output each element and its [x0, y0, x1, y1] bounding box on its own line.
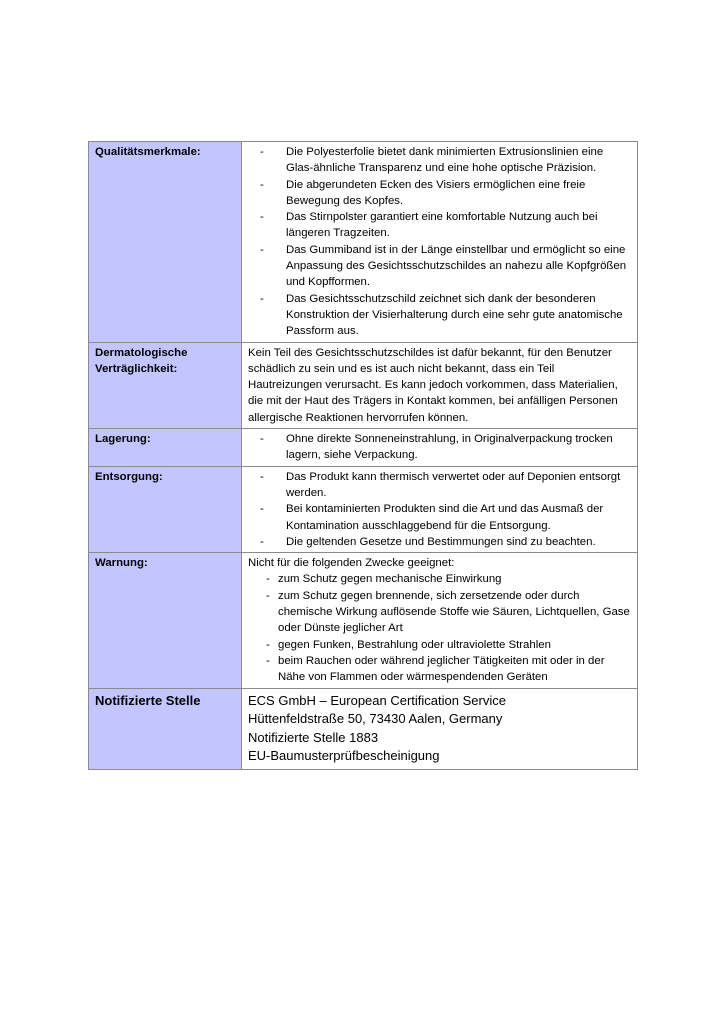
notified-value	[242, 688, 638, 769]
dermatology-value: Kein Teil des Gesichtsschutzschildes ist dafür bekannt, für den Benutzer schädlich zu sein und es ist auch nicht bekannt, dass ein Teil Hautreizungen verursacht. Es kann jedoch vorkommen, dass Materialien, die mit der Haut des Trägers in Kontakt kommen, bei anfälligen Personen allergische Reaktionen hervorrufen können.	[242, 342, 638, 428]
dermatology-label-line1: Dermatologische	[95, 346, 188, 359]
notified-line: Notifizierte Stelle 1883	[248, 729, 379, 745]
row-quality	[89, 142, 638, 343]
notified-line: ECS GmbH – European Certification Service	[248, 692, 506, 708]
notified-line: EU-Baumusterprüfbescheinigung	[248, 748, 440, 763]
warning-item: - zum Schutz gegen mechanische Einwirkung	[248, 571, 631, 587]
quality-value	[242, 142, 638, 343]
row-warning	[89, 553, 638, 688]
row-notified-body	[89, 688, 638, 769]
row-storage	[89, 429, 638, 467]
notified-line: Hüttenfeldstraße 50, 73430 Aalen, Germany	[248, 711, 503, 726]
disposal-label: Entsorgung:	[89, 466, 242, 552]
warning-item: - zum Schutz gegen brennende, sich zersetzende oder durch chemische Wirkung auflösende Stoffe wie Säuren, Lichtquellen, Gase oder Dünste jeglicher Art	[248, 588, 631, 637]
warning-intro: Nicht für die folgenden Zwecke geeignet:	[248, 557, 455, 570]
quality-label: Qualitätsmerkmale:	[89, 142, 242, 343]
dermatology-label-line2: Verträglichkeit:	[95, 362, 178, 375]
row-disposal	[89, 466, 638, 552]
notified-label: Notifizierte Stelle	[89, 688, 242, 769]
warning-label: Warnung:	[89, 553, 242, 688]
storage-label: Lagerung:	[89, 429, 242, 467]
disposal-value	[242, 466, 638, 552]
warning-item: - beim Rauchen oder während jeglicher Tätigkeiten mit oder in der Nähe von Flammen oder wärmespendenden Geräten	[248, 653, 631, 686]
quality-item: - Die abgerundeten Ecken des Visiers ermöglichen eine freie Bewegung des Kopfes.	[248, 177, 631, 210]
warning-item: - gegen Funken, Bestrahlung oder ultraviolette Strahlen	[248, 637, 631, 653]
storage-item: - Ohne direkte Sonneneinstrahlung, in Originalverpackung trocken lagern, siehe Verpackung.	[248, 431, 631, 464]
storage-value	[242, 429, 638, 467]
row-dermatology	[89, 342, 638, 428]
quality-item: - Die Polyesterfolie bietet dank minimierten Extrusionslinien eine Glas-ähnliche Transparenz und eine hohe optische Präzision.	[248, 144, 631, 177]
disposal-item: - Das Produkt kann thermisch verwertet oder auf Deponien entsorgt werden.	[248, 469, 631, 502]
specification-table	[88, 141, 638, 770]
disposal-item: - Die geltenden Gesetze und Bestimmungen sind zu beachten.	[248, 534, 631, 550]
dermatology-label	[89, 342, 242, 428]
quality-item: - Das Gesichtsschutzschild zeichnet sich dank der besonderen Konstruktion der Visierhalterung durch eine sehr gute anatomische Passform aus.	[248, 291, 631, 340]
quality-item: - Das Gummiband ist in der Länge einstellbar und ermöglicht so eine Anpassung des Gesichtsschutzschildes an nahezu alle Kopfgrößen und Kopfformen.	[248, 242, 631, 291]
quality-item: - Das Stirnpolster garantiert eine komfortable Nutzung auch bei längeren Tragzeiten.	[248, 209, 631, 242]
disposal-item: - Bei kontaminierten Produkten sind die Art und das Ausmaß der Kontamination ausschlaggebend für die Entsorgung.	[248, 501, 631, 534]
warning-value	[242, 553, 638, 688]
